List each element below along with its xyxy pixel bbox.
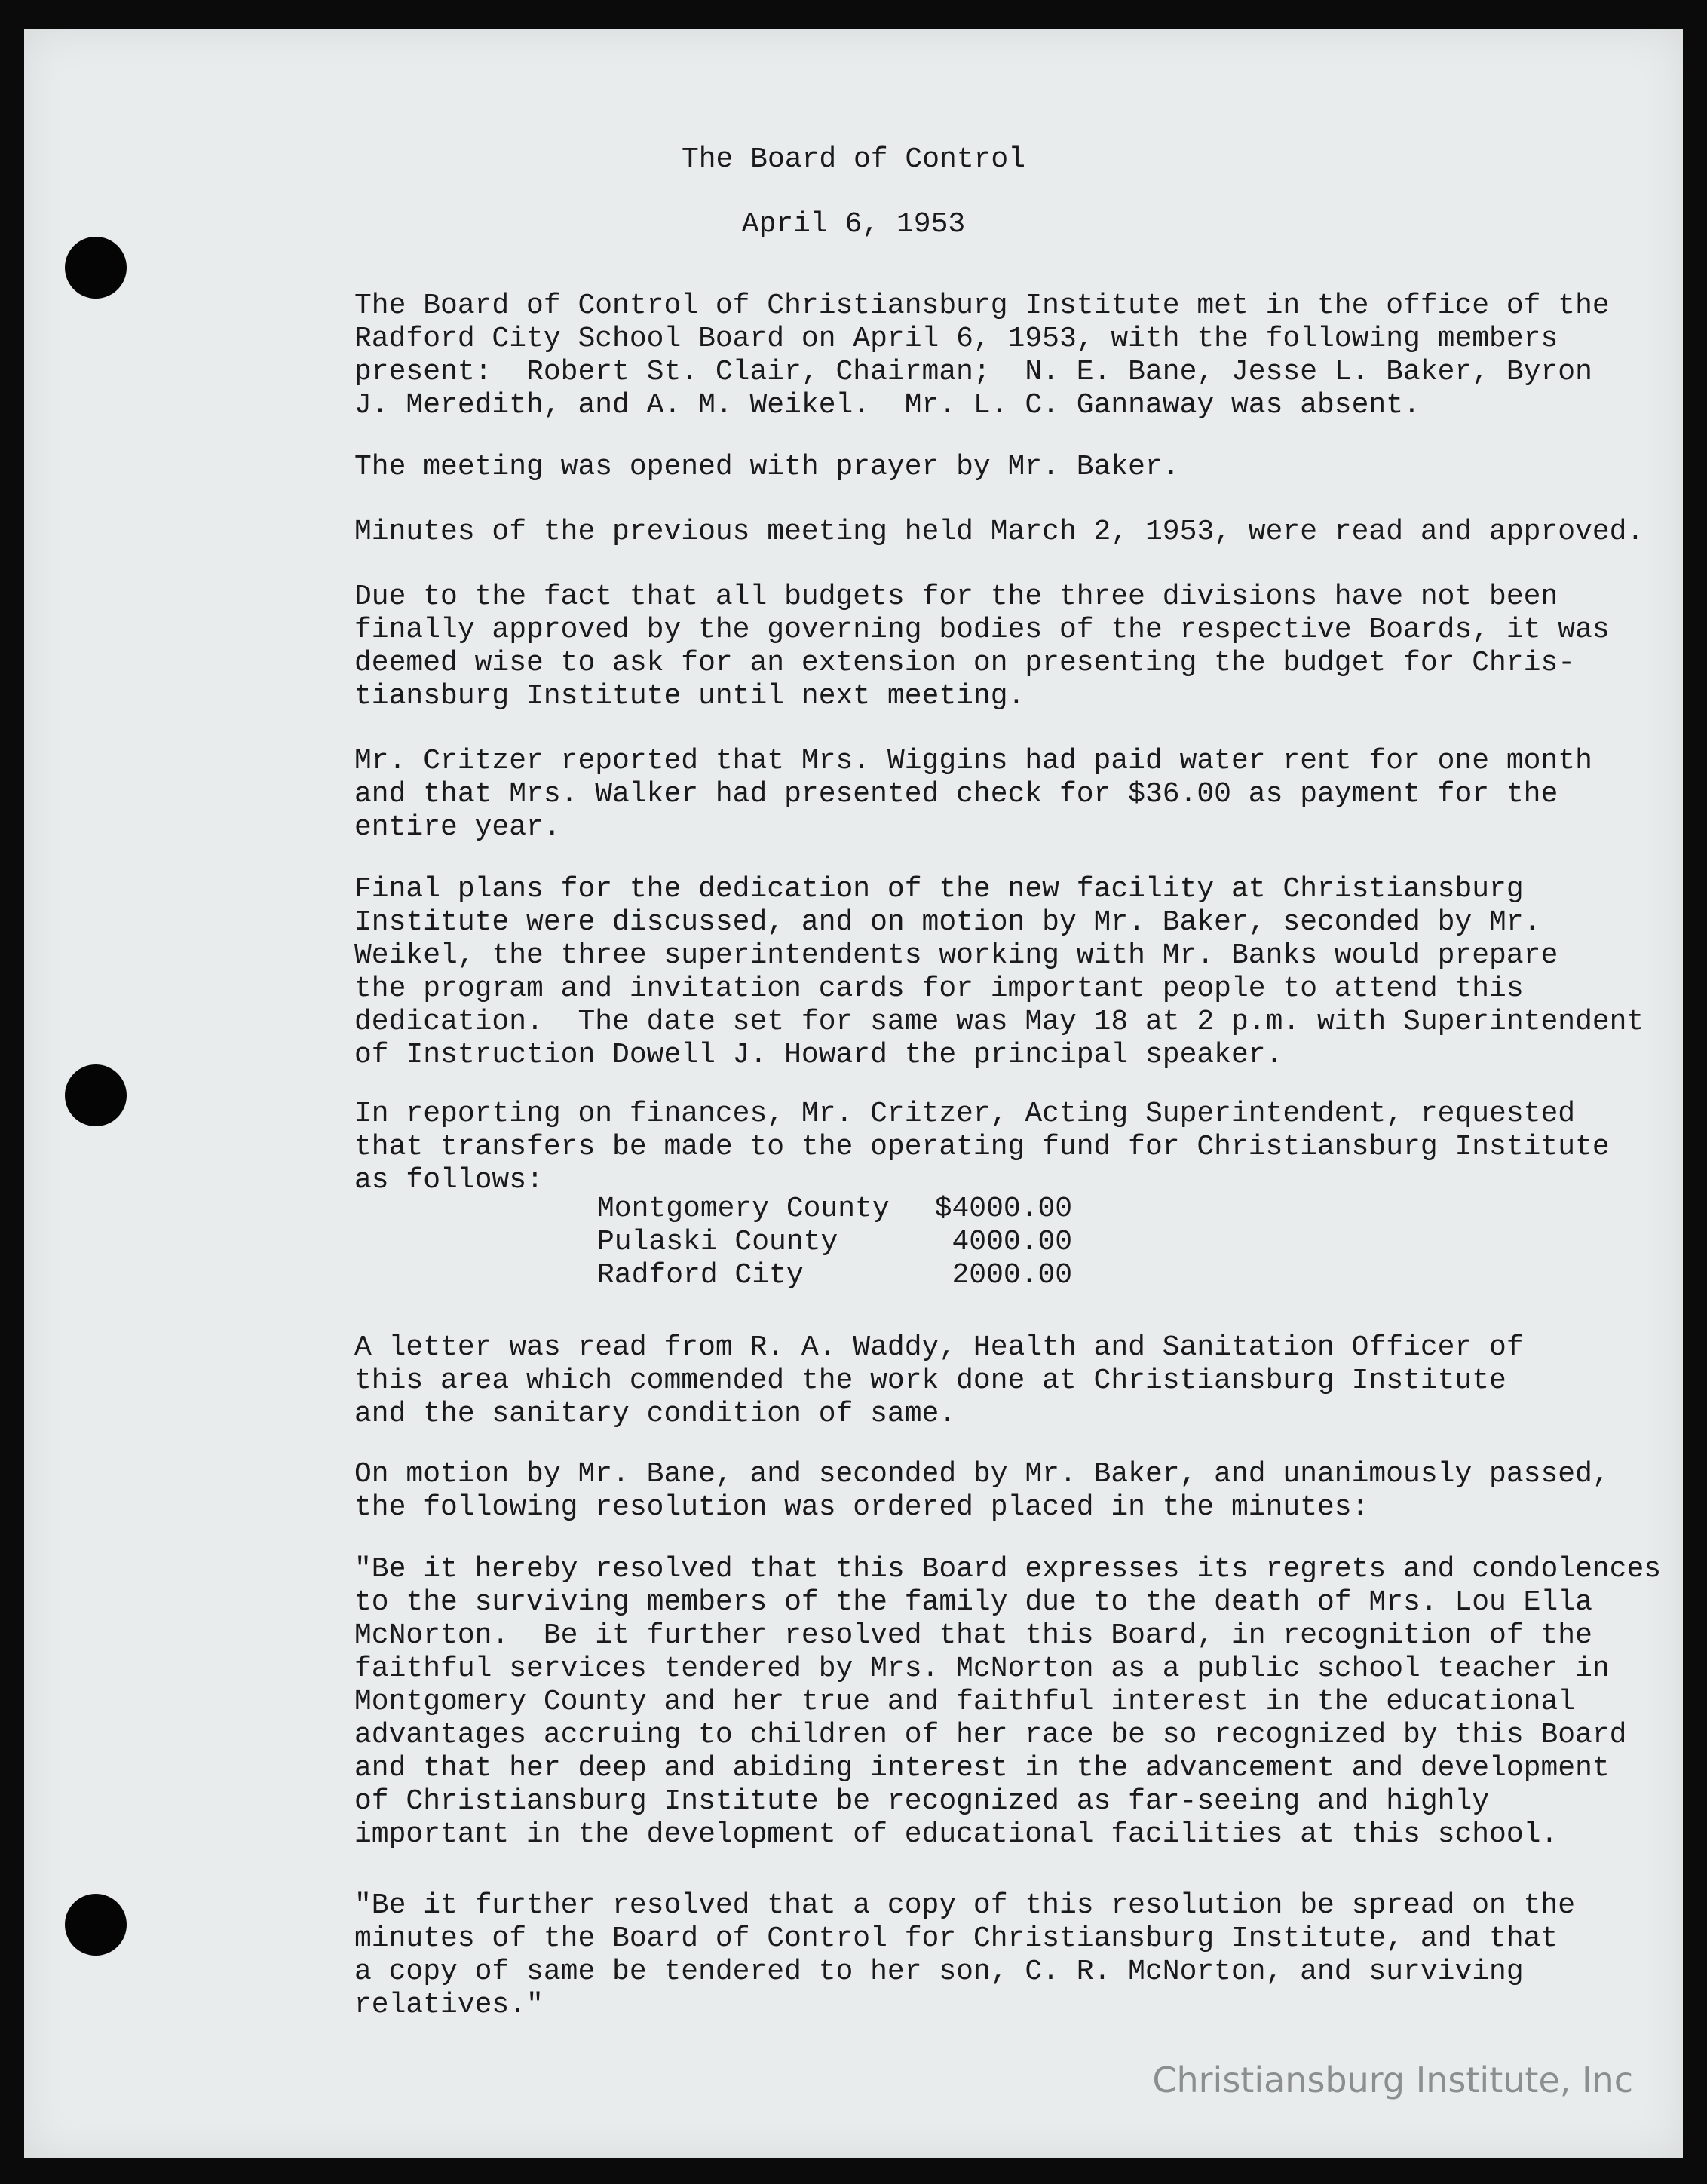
- paragraph-letter: A letter was read from R. A. Waddy, Health and Sanitation Officer of this area which commended the work done at Christiansburg Institute and the sanitary condition of same.: [354, 1331, 1524, 1430]
- paragraph-budgets: Due to the fact that all budgets for the three divisions have not been finally approved by the governing bodies of the respective Boards, it was deemed wise to ask for an extension on presenting the budget for Chris- tiansburg Institute until next meeting.: [354, 580, 1610, 712]
- punch-hole: [65, 237, 127, 299]
- paragraph-water-rent: Mr. Critzer reported that Mrs. Wiggins had paid water rent for one month and that Mrs. Walker had presented check for $36.00 as payment for the entire year.: [354, 745, 1592, 844]
- transfer-name: Radford City: [597, 1259, 804, 1291]
- transfer-amount: 4000.00: [952, 1226, 1073, 1258]
- table-row: [597, 1193, 1072, 1226]
- paragraph-dedication: Final plans for the dedication of the new facility at Christiansburg Institute were discussed, and on motion by Mr. Baker, seconded by Mr. Weikel, the three superintendents working with Mr. Banks would prepare the program and invitation cards for important people to attend this dedication. The date set for same was May 18 at 2 p.m. with Superintendent of Instruction Dowell J. Howard the principal speaker.: [354, 873, 1644, 1071]
- paragraph-minutes: Minutes of the previous meeting held March 2, 1953, were read and approved.: [354, 516, 1644, 548]
- transfer-amount: 2000.00: [952, 1259, 1073, 1291]
- document-page: [24, 29, 1683, 2158]
- transfers-table: [597, 1193, 1072, 1292]
- paragraph-resolution-copy: "Be it further resolved that a copy of this resolution be spread on the minutes of the Board of Control for Christiansburg Institute, and that a copy of same be tendered to her son, C. R. McNorton, and surviving relatives.": [354, 1889, 1576, 2021]
- paragraph-motion: On motion by Mr. Bane, and seconded by Mr. Baker, and unanimously passed, the following resolution was ordered placed in the minutes:: [354, 1458, 1610, 1524]
- watermark: Christiansburg Institute, Inc: [1152, 2060, 1633, 2100]
- paragraph-prayer: The meeting was opened with prayer by Mr. Baker.: [354, 451, 1180, 483]
- transfer-name: Montgomery County: [597, 1193, 890, 1225]
- paragraph-resolution: "Be it hereby resolved that this Board expresses its regrets and condolences to the surviving members of the family due to the death of Mrs. Lou Ella McNorton. Be it further resolved that this Board, in recognition of the faithful services tendered by Mrs. McNorton as a public school teacher in Montgomery County and her true and faithful interest in the educational advantages accruing to children of her race be so recognized by this Board and that her deep and abiding interest in the advancement and development of Christiansburg Institute be recognized as far-seeing and highly important in the development of educational facilities at this school.: [354, 1553, 1662, 1851]
- document-title: The Board of Control: [681, 143, 1026, 176]
- table-row: [597, 1226, 1072, 1259]
- punch-hole: [65, 1894, 127, 1956]
- transfer-name: Pulaski County: [597, 1226, 838, 1258]
- paragraph-finances: In reporting on finances, Mr. Critzer, Acting Superintendent, requested that transfers be made to the operating fund for Christiansburg Institute as follows:: [354, 1098, 1610, 1196]
- punch-hole: [65, 1064, 127, 1126]
- transfer-amount: $4000.00: [934, 1193, 1073, 1225]
- paragraph-attendance: The Board of Control of Christiansburg Institute met in the office of the Radford City School Board on April 6, 1953, with the following members present: Robert St. Clair, Chairman; N. E. Bane, Jesse L. Baker, Byron J. Meredith, and A. M. Weikel. Mr. L. C. Gannaway was absent.: [354, 289, 1610, 421]
- document-date: April 6, 1953: [741, 208, 966, 240]
- table-row: [597, 1259, 1072, 1292]
